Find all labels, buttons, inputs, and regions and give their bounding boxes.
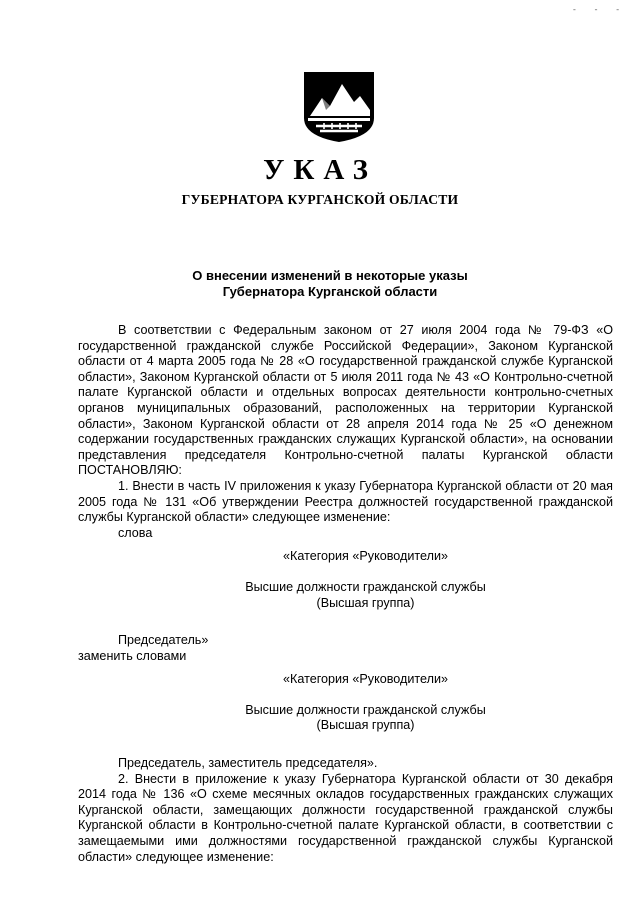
old-category: «Категория «Руководители» [283, 549, 448, 564]
document-body [78, 323, 613, 865]
page-title: УКАЗ [263, 154, 377, 186]
document-heading [160, 268, 500, 300]
item-1-paragraph: 1. Внести в часть IV приложения к указу Губернатора Курганской области от 20 мая 2005 года № 131 «Об утверждении Реестра должностей государственной гражданской службы Курганской области» следующее изменение: [78, 478, 613, 525]
heading-line-1: О внесении изменений в некоторые указы [192, 268, 468, 283]
old-group-line-1: Высшие должности гражданской службы [245, 579, 486, 594]
replace-label: заменить словами [78, 648, 187, 663]
new-group-line-1: Высшие должности гражданской службы [245, 702, 486, 717]
coat-of-arms-emblem [302, 70, 376, 144]
heading-line-2: Губернатора Курганской области [222, 284, 438, 299]
page-subtitle: ГУБЕРНАТОРА КУРГАНСКОЙ ОБЛАСТИ [181, 192, 459, 207]
words-label: слова [118, 525, 153, 540]
preamble-paragraph: В соответствии с Федеральным законом от 27 июля 2004 года № 79-ФЗ «О государственной гражданской службе Российской Федерации», Законом Курганской области от 4 марта 2005 года № 28 «О государственной гражданской службе Курганской области», Законом Курганской области от 5 июля 2011 года № 43 «О Контрольно-счетной палате Курганской области и отдельных вопросах деятельности контрольно-счетных органов муниципальных образований, расположенных на территории Курганской области», Законом Курганской области от 28 апреля 2014 года № 25 «О денежном содержании государственных гражданских служащих Курганской области», на основании представления председателя Контрольно-счетной палаты Курганской области ПОСТАНОВЛЯЮ: [78, 323, 613, 478]
new-position: Председатель, заместитель председателя». [118, 756, 378, 771]
item-2-paragraph: 2. Внести в приложение к указу Губернатора Курганской области от 30 декабря 2014 года № 136 «О схеме месячных окладов государственных гражданских служащих Курганской области, замещающих должности государственной гражданской службы Курганской области в Контрольно-счетной палате Курганской области, в соответствии с замещаемыми ими должностями государственной гражданской службы Курганской области» следующее изменение: [78, 771, 613, 864]
new-category: «Категория «Руководители» [283, 672, 448, 687]
new-group-line-2: (Высшая группа) [316, 718, 415, 733]
corner-mark: - - - [571, 6, 626, 15]
old-group-line-2: (Высшая группа) [316, 595, 415, 610]
old-position: Председатель» [118, 633, 209, 648]
